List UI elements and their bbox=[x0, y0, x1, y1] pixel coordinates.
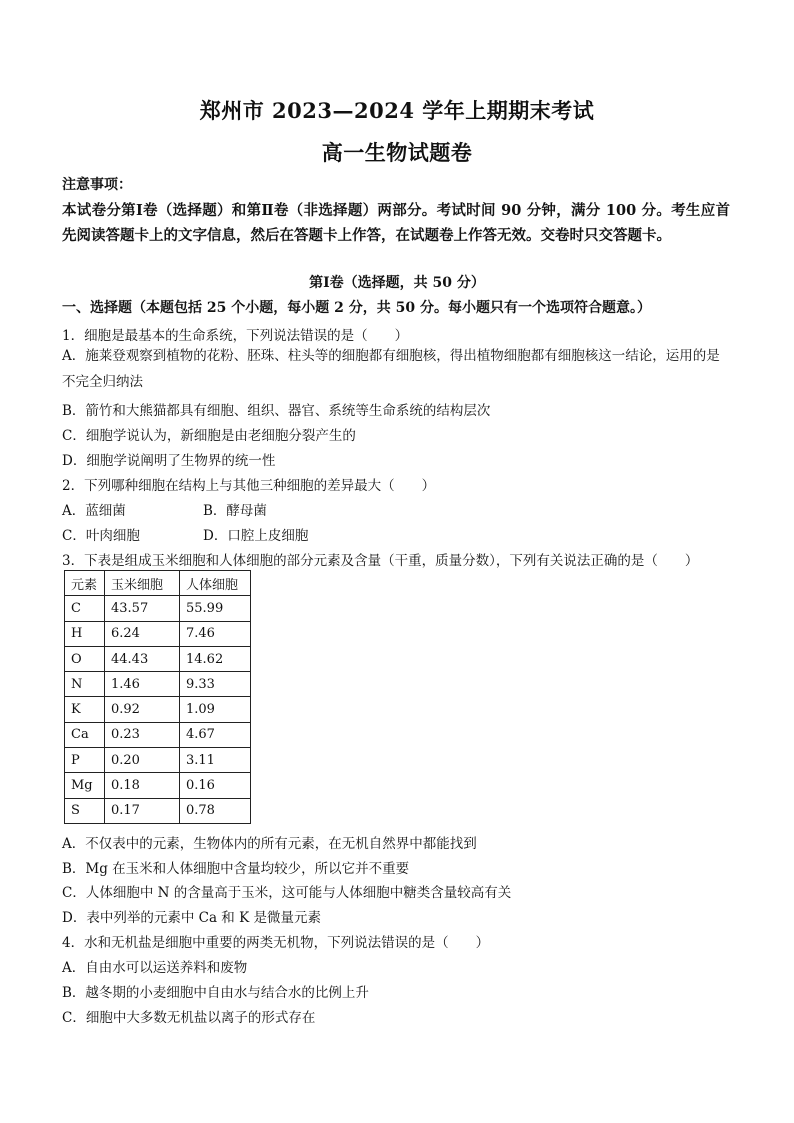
q4-option-a: A．自由水可以运送养料和废物 bbox=[62, 960, 248, 976]
q4-option-b: B．越冬期的小麦细胞中自由水与结合水的比例上升 bbox=[62, 985, 369, 1001]
table-row bbox=[65, 672, 251, 697]
table-cell: 6.24 bbox=[105, 621, 180, 646]
table-cell: 0.20 bbox=[105, 748, 180, 773]
table-cell: 44.43 bbox=[105, 646, 180, 671]
q1-option-b: B．箭竹和大熊猫都具有细胞、组织、器官、系统等生命系统的结构层次 bbox=[62, 403, 491, 419]
table-cell: N bbox=[65, 672, 105, 697]
table-row bbox=[65, 621, 251, 646]
notice-heading: 注意事项： bbox=[62, 177, 132, 193]
table-cell: 7.46 bbox=[180, 621, 251, 646]
table-cell: 9.33 bbox=[180, 672, 251, 697]
q3-option-c: C．人体细胞中 N 的含量高于玉米，这可能与人体细胞中糖类含量较高有关 bbox=[62, 885, 512, 901]
q4-option-c: C．细胞中大多数无机盐以离子的形式存在 bbox=[62, 1010, 316, 1026]
q3-option-a: A．不仅表中的元素，生物体内的所有元素，在无机自然界中都能找到 bbox=[62, 836, 477, 852]
table-cell: 0.92 bbox=[105, 697, 180, 722]
exam-subtitle: 高一生物试题卷 bbox=[321, 140, 473, 165]
q2-option-c: C．叶肉细胞 bbox=[62, 528, 140, 544]
table-cell: O bbox=[65, 646, 105, 671]
table-cell: Mg bbox=[65, 773, 105, 798]
notice-body: 本试卷分第Ⅰ卷（选择题）和第Ⅱ卷（非选择题）两部分。考试时间 90 分钟，满分 100 分。考生应首先阅读答题卡上的文字信息，然后在答题卡上作答，在试题卷上作答无效。交卷时只交答题卡。 bbox=[62, 202, 730, 244]
table-cell: P bbox=[65, 748, 105, 773]
table-row bbox=[65, 596, 251, 621]
table-row bbox=[65, 748, 251, 773]
table-cell: 1.46 bbox=[105, 672, 180, 697]
table-row bbox=[65, 646, 251, 671]
q2-option-b: B．酵母菌 bbox=[203, 503, 267, 519]
q1-stem: 1．细胞是最基本的生命系统，下列说法错误的是（ ） bbox=[62, 328, 409, 344]
q3-option-d: D．表中列举的元素中 Ca 和 K 是微量元素 bbox=[62, 910, 321, 926]
q1-option-c: C．细胞学说认为，新细胞是由老细胞分裂产生的 bbox=[62, 428, 356, 444]
table-cell: 14.62 bbox=[180, 646, 251, 671]
table-cell: H bbox=[65, 621, 105, 646]
table-cell: 0.23 bbox=[105, 722, 180, 747]
table-cell: 1.09 bbox=[180, 697, 251, 722]
table-cell: 0.17 bbox=[105, 798, 180, 823]
table-cell: 0.18 bbox=[105, 773, 180, 798]
q3-stem: 3．下表是组成玉米细胞和人体细胞的部分元素及含量（干重，质量分数），下列有关说法正确的是（ ） bbox=[62, 553, 699, 569]
table-row bbox=[65, 722, 251, 747]
table-cell: K bbox=[65, 697, 105, 722]
table-cell: C bbox=[65, 596, 105, 621]
table-row bbox=[65, 697, 251, 722]
q2-option-d: D．口腔上皮细胞 bbox=[203, 528, 309, 544]
table-header-cell: 玉米细胞 bbox=[105, 571, 180, 596]
table-row bbox=[65, 798, 251, 823]
table-cell: 3.11 bbox=[180, 748, 251, 773]
q1-option-a: A．施莱登观察到植物的花粉、胚珠、柱头等的细胞都有细胞核，得出植物细胞都有细胞核这一结论，运用的是不完全归纳法 bbox=[62, 348, 720, 390]
q1-option-d: D．细胞学说阐明了生物界的统一性 bbox=[62, 453, 276, 469]
table-cell: 0.16 bbox=[180, 773, 251, 798]
q2-option-a: A．蓝细菌 bbox=[62, 503, 126, 519]
q3-option-b: B．Mg 在玉米和人体细胞中含量均较少，所以它并不重要 bbox=[62, 861, 410, 877]
table-cell: 55.99 bbox=[180, 596, 251, 621]
element-table bbox=[64, 570, 251, 824]
q2-stem: 2．下列哪种细胞在结构上与其他三种细胞的差异最大（ ） bbox=[62, 478, 436, 494]
part-heading: 一、选择题（本题包括 25 个小题，每小题 2 分，共 50 分。每小题只有一个选项符合题意。） bbox=[62, 300, 651, 316]
table-cell: Ca bbox=[65, 722, 105, 747]
table-header-cell: 人体细胞 bbox=[180, 571, 251, 596]
table-row bbox=[65, 773, 251, 798]
table-header-cell: 元素 bbox=[65, 571, 105, 596]
table-cell: 0.78 bbox=[180, 798, 251, 823]
table-cell: 4.67 bbox=[180, 722, 251, 747]
table-cell: S bbox=[65, 798, 105, 823]
section-title: 第Ⅰ卷（选择题，共 50 分） bbox=[309, 275, 485, 291]
q4-stem: 4．水和无机盐是细胞中重要的两类无机物，下列说法错误的是（ ） bbox=[62, 935, 490, 951]
table-cell: 43.57 bbox=[105, 596, 180, 621]
table-header-row bbox=[65, 571, 251, 596]
exam-title: 郑州市 2023—2024 学年上期期末考试 bbox=[199, 98, 595, 123]
